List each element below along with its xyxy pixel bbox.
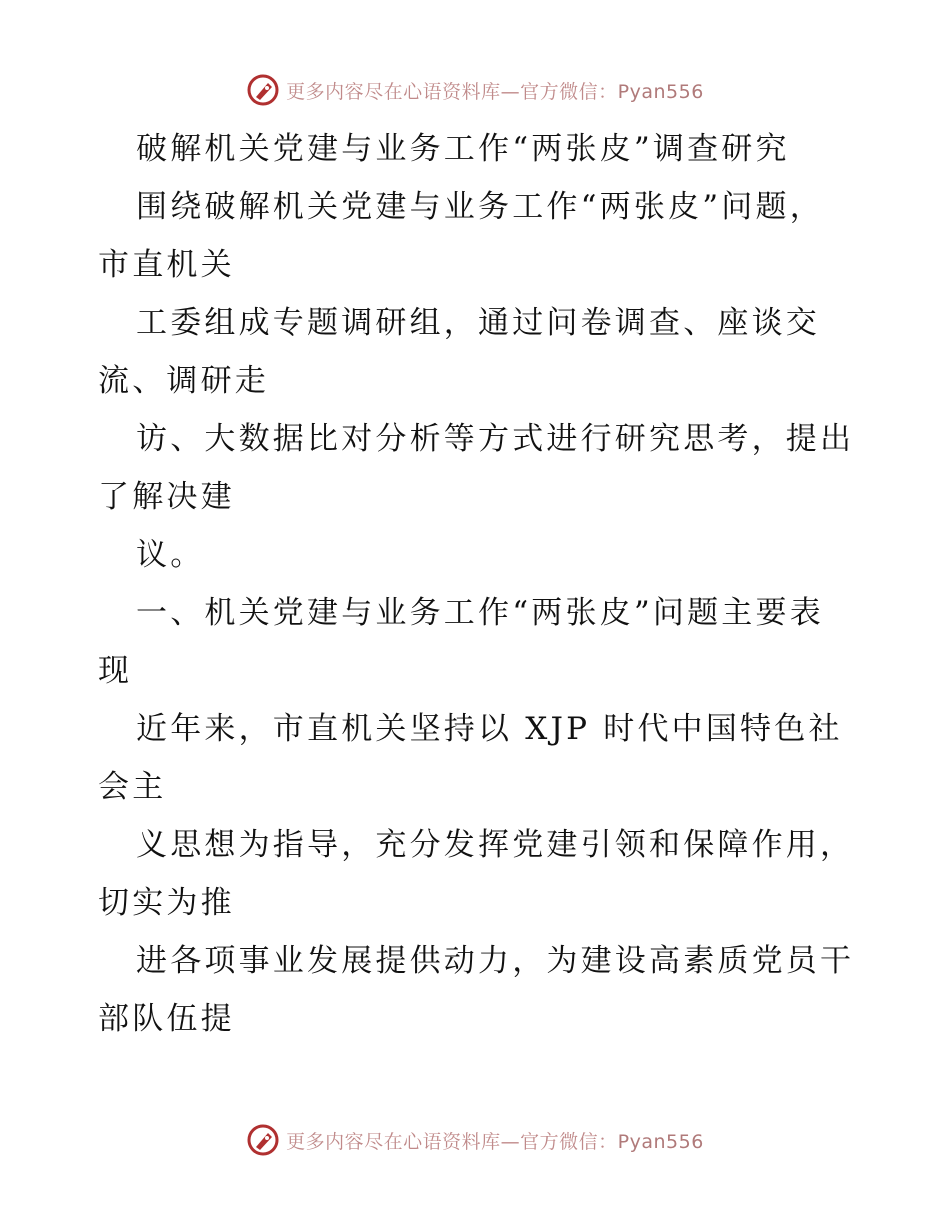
doc-line: 部队伍提 xyxy=(98,1001,235,1037)
header-banner xyxy=(0,70,950,110)
section-heading-continued: 现 xyxy=(98,653,133,689)
doc-line: 了解决建 xyxy=(98,479,235,515)
doc-line: 会主 xyxy=(98,769,167,805)
wechat-id: Pyan556 xyxy=(617,1130,704,1153)
footer-banner-text: 更多内容尽在心语资料库—官方微信：Pyan556 xyxy=(286,1130,704,1153)
footer-banner xyxy=(0,1120,950,1160)
header-banner-text: 更多内容尽在心语资料库—官方微信：Pyan556 xyxy=(286,80,704,103)
doc-line: 义思想为指导，充分发挥党建引领和保障作用， xyxy=(136,827,855,863)
doc-line: 市直机关 xyxy=(98,247,235,283)
doc-line: 进各项事业发展提供动力，为建设高素质党员干 xyxy=(136,943,855,979)
doc-line: 流、调研走 xyxy=(98,363,269,399)
pen-nib-logo-icon xyxy=(246,73,280,107)
wechat-id: Pyan556 xyxy=(617,80,704,103)
doc-line: 近年来，市直机关坚持以 XJP 时代中国特色社 xyxy=(136,711,843,747)
doc-title: 破解机关党建与业务工作“两张皮”调查研究 xyxy=(136,131,790,167)
doc-line: 切实为推 xyxy=(98,885,235,921)
section-heading: 一、机关党建与业务工作“两张皮”问题主要表 xyxy=(136,595,824,631)
doc-line: 访、大数据比对分析等方式进行研究思考，提出 xyxy=(136,421,855,457)
pen-nib-logo-icon xyxy=(246,1123,280,1157)
doc-line: 工委组成专题调研组，通过问卷调查、座谈交 xyxy=(136,305,820,341)
document-body xyxy=(98,120,858,1048)
doc-line: 围绕破解机关党建与业务工作“两张皮”问题， xyxy=(136,189,824,225)
doc-line: 议。 xyxy=(136,537,205,573)
